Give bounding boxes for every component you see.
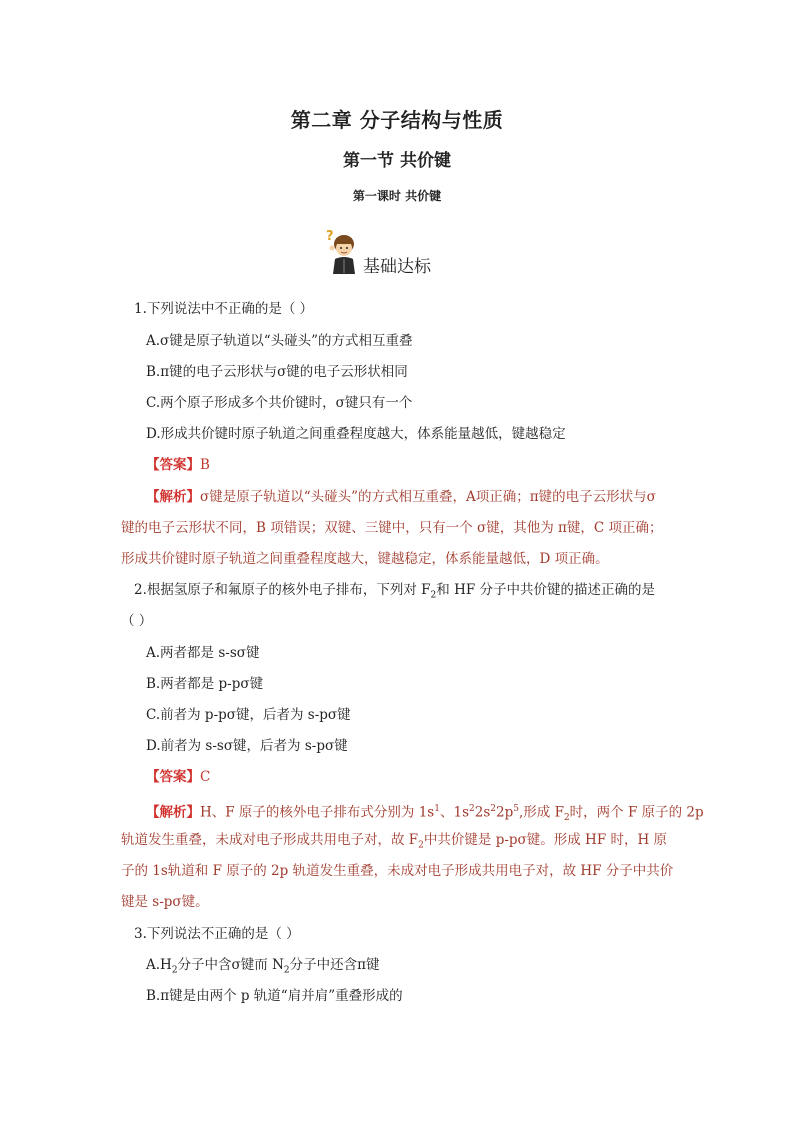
q2-option-d: D.前者为 s-sσ键，后者为 s-pσ键: [146, 738, 348, 754]
stem-text: 和 HF 分子中共价键的描述正确的是: [436, 582, 656, 598]
section-title: 第一节 共价键: [343, 151, 451, 171]
q2-explanation-1: [146, 799, 704, 828]
explanation-text: 、1s: [439, 804, 470, 821]
explanation-text: σ键是原子轨道以“头碰头”的方式相互重叠，A项正确；π键的电子云形状与σ: [200, 489, 656, 505]
subscript: 2: [430, 590, 437, 601]
q2-option-b: B.两者都是 p-pσ键: [146, 676, 264, 692]
option-text: A.H: [146, 957, 172, 973]
answer-value: B: [200, 457, 210, 473]
answer-tag: 【答案】: [146, 769, 200, 785]
student-icon: [322, 226, 366, 276]
explanation-text: ,形成 F: [518, 804, 564, 821]
explanation-text: 中共价键是 p-pσ键。形成 HF 时，H 原: [423, 832, 668, 848]
q1-explanation-2: 键的电子云形状不同，B 项错误；双键、三键中，只有一个 σ键，其他为 π键，C 项正确；: [121, 520, 663, 536]
q1-answer: [146, 455, 210, 475]
option-text: 分子中还含π键: [289, 957, 380, 973]
explanation-text: 2p: [496, 804, 514, 821]
q1-explanation-1: [146, 487, 656, 507]
lesson-title: 第一课时 共价键: [352, 189, 442, 203]
subscript: 2: [283, 965, 290, 976]
q2-option-a: A.两者都是 s-sσ键: [146, 645, 260, 661]
explanation-text: H、F 原子的核外电子排布式分别为 1s: [200, 804, 435, 821]
q2-explanation-2: [121, 830, 667, 856]
q2-stem: [134, 580, 655, 606]
explanation-tag: 【解析】: [146, 489, 200, 505]
q3-option-a: [146, 955, 380, 981]
q3-stem: 3.下列说法不正确的是（ ）: [134, 926, 300, 942]
q1-stem: 1.下列说法中不正确的是（ ）: [134, 301, 314, 317]
superscript: 5: [513, 804, 519, 814]
q2-stem-paren: （ ）: [121, 613, 153, 629]
explanation-tag: 【解析】: [146, 804, 200, 821]
subscript: 2: [563, 813, 570, 824]
superscript: 2: [469, 804, 475, 814]
q2-answer: [146, 767, 210, 787]
q3-option-b: B.π键是由两个 p 轨道“肩并肩”重叠形成的: [146, 988, 403, 1004]
svg-text:?: ?: [326, 229, 334, 244]
explanation-text: 2s: [474, 804, 491, 821]
q1-option-d: D.形成共价键时原子轨道之间重叠程度越大，体系能量越低，键越稳定: [146, 426, 566, 442]
option-text: 分子中含σ键而 N: [177, 957, 284, 973]
stem-text: 2.根据氢原子和氟原子的核外电子排布，下列对 F: [134, 582, 431, 598]
subscript: 2: [171, 965, 178, 976]
badge-label: 基础达标: [363, 257, 431, 277]
superscript: 2: [490, 804, 497, 814]
explanation-text: 轨道发生重叠，未成对电子形成共用电子对，故 F: [121, 832, 419, 848]
superscript: 1: [434, 804, 440, 814]
explanation-text: 时，两个 F 原子的 2p: [569, 804, 704, 821]
subscript: 2: [418, 840, 424, 851]
q1-explanation-3: 形成共价键时原子轨道之间重叠程度越大，键越稳定，体系能量越低，D 项正确。: [121, 551, 609, 567]
q2-explanation-3: 子的 1s轨道和 F 原子的 2p 轨道发生重叠，未成对电子形成共用电子对，故 HF 分子中共价: [121, 863, 674, 879]
answer-tag: 【答案】: [146, 457, 200, 473]
q2-option-c: C.前者为 p-pσ键，后者为 s-pσ键: [146, 707, 351, 723]
chapter-title: 第二章 分子结构与性质: [290, 108, 504, 132]
q1-option-c: C.两个原子形成多个共价键时，σ键只有一个: [146, 395, 413, 411]
answer-value: C: [200, 769, 211, 785]
q1-option-a: A.σ键是原子轨道以“头碰头”的方式相互重叠: [146, 333, 413, 349]
q1-option-b: B.π键的电子云形状与σ键的电子云形状相同: [146, 364, 408, 380]
q2-explanation-4: 键是 s-pσ键。: [121, 894, 209, 910]
